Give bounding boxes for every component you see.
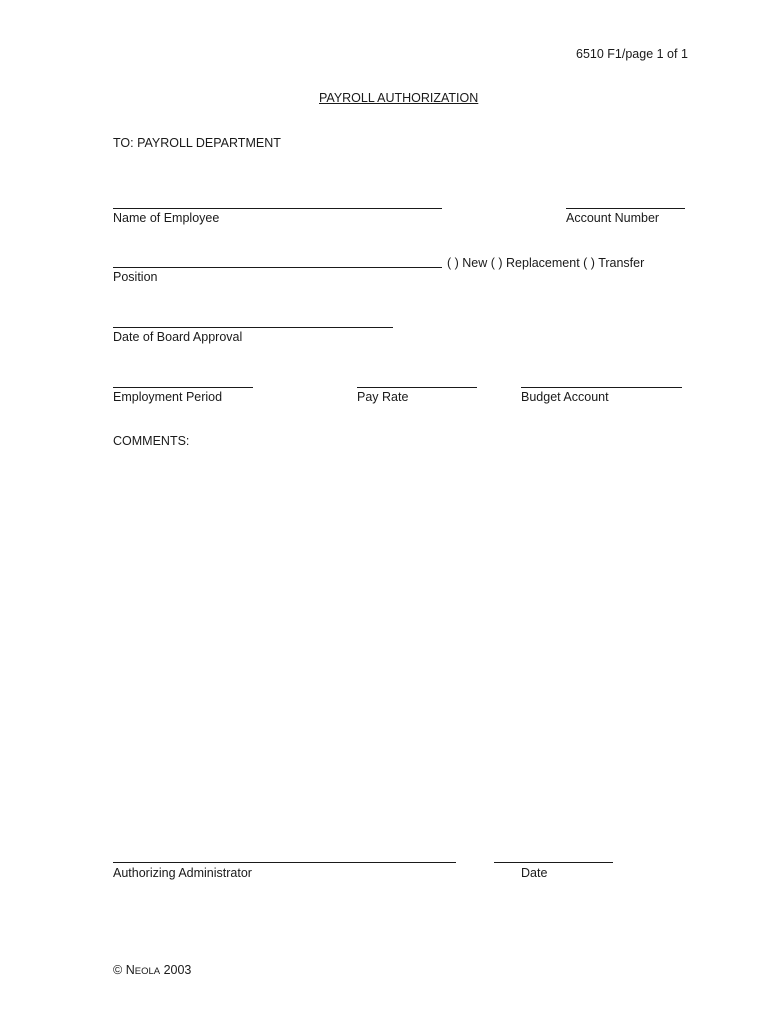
page-reference: 6510 F1/page 1 of 1 bbox=[576, 47, 688, 61]
brand-initial: N bbox=[125, 963, 135, 977]
brand-rest: EOLA bbox=[134, 966, 161, 977]
comments-area[interactable] bbox=[113, 455, 683, 835]
budget-account-label: Budget Account bbox=[521, 390, 609, 404]
date-of-board-approval-field[interactable] bbox=[113, 327, 393, 328]
employment-period-label: Employment Period bbox=[113, 390, 223, 404]
form-title: PAYROLL AUTHORIZATION bbox=[319, 91, 479, 105]
employment-period-field[interactable] bbox=[113, 387, 253, 388]
copyright-notice bbox=[113, 964, 191, 977]
account-number-field[interactable] bbox=[566, 208, 685, 209]
pay-rate-field[interactable] bbox=[357, 387, 477, 388]
authorizing-administrator-label: Authorizing Administrator bbox=[113, 866, 252, 880]
position-type-options[interactable]: ( ) New ( ) Replacement ( ) Transfer bbox=[447, 256, 645, 270]
copyright-year: 2003 bbox=[163, 963, 192, 977]
copyright-symbol: © bbox=[113, 963, 123, 977]
budget-account-field[interactable] bbox=[521, 387, 682, 388]
date-of-board-approval-label: Date of Board Approval bbox=[113, 330, 243, 344]
name-of-employee-field[interactable] bbox=[113, 208, 442, 209]
pay-rate-label: Pay Rate bbox=[357, 390, 409, 404]
to-line: TO: PAYROLL DEPARTMENT bbox=[113, 136, 281, 150]
position-field[interactable] bbox=[113, 267, 442, 268]
date-field[interactable] bbox=[494, 862, 613, 863]
authorizing-administrator-field[interactable] bbox=[113, 862, 456, 863]
name-of-employee-label: Name of Employee bbox=[113, 211, 220, 225]
account-number-label: Account Number bbox=[566, 211, 660, 225]
date-label: Date bbox=[521, 866, 548, 880]
position-label: Position bbox=[113, 270, 158, 284]
comments-label: COMMENTS: bbox=[113, 434, 190, 448]
